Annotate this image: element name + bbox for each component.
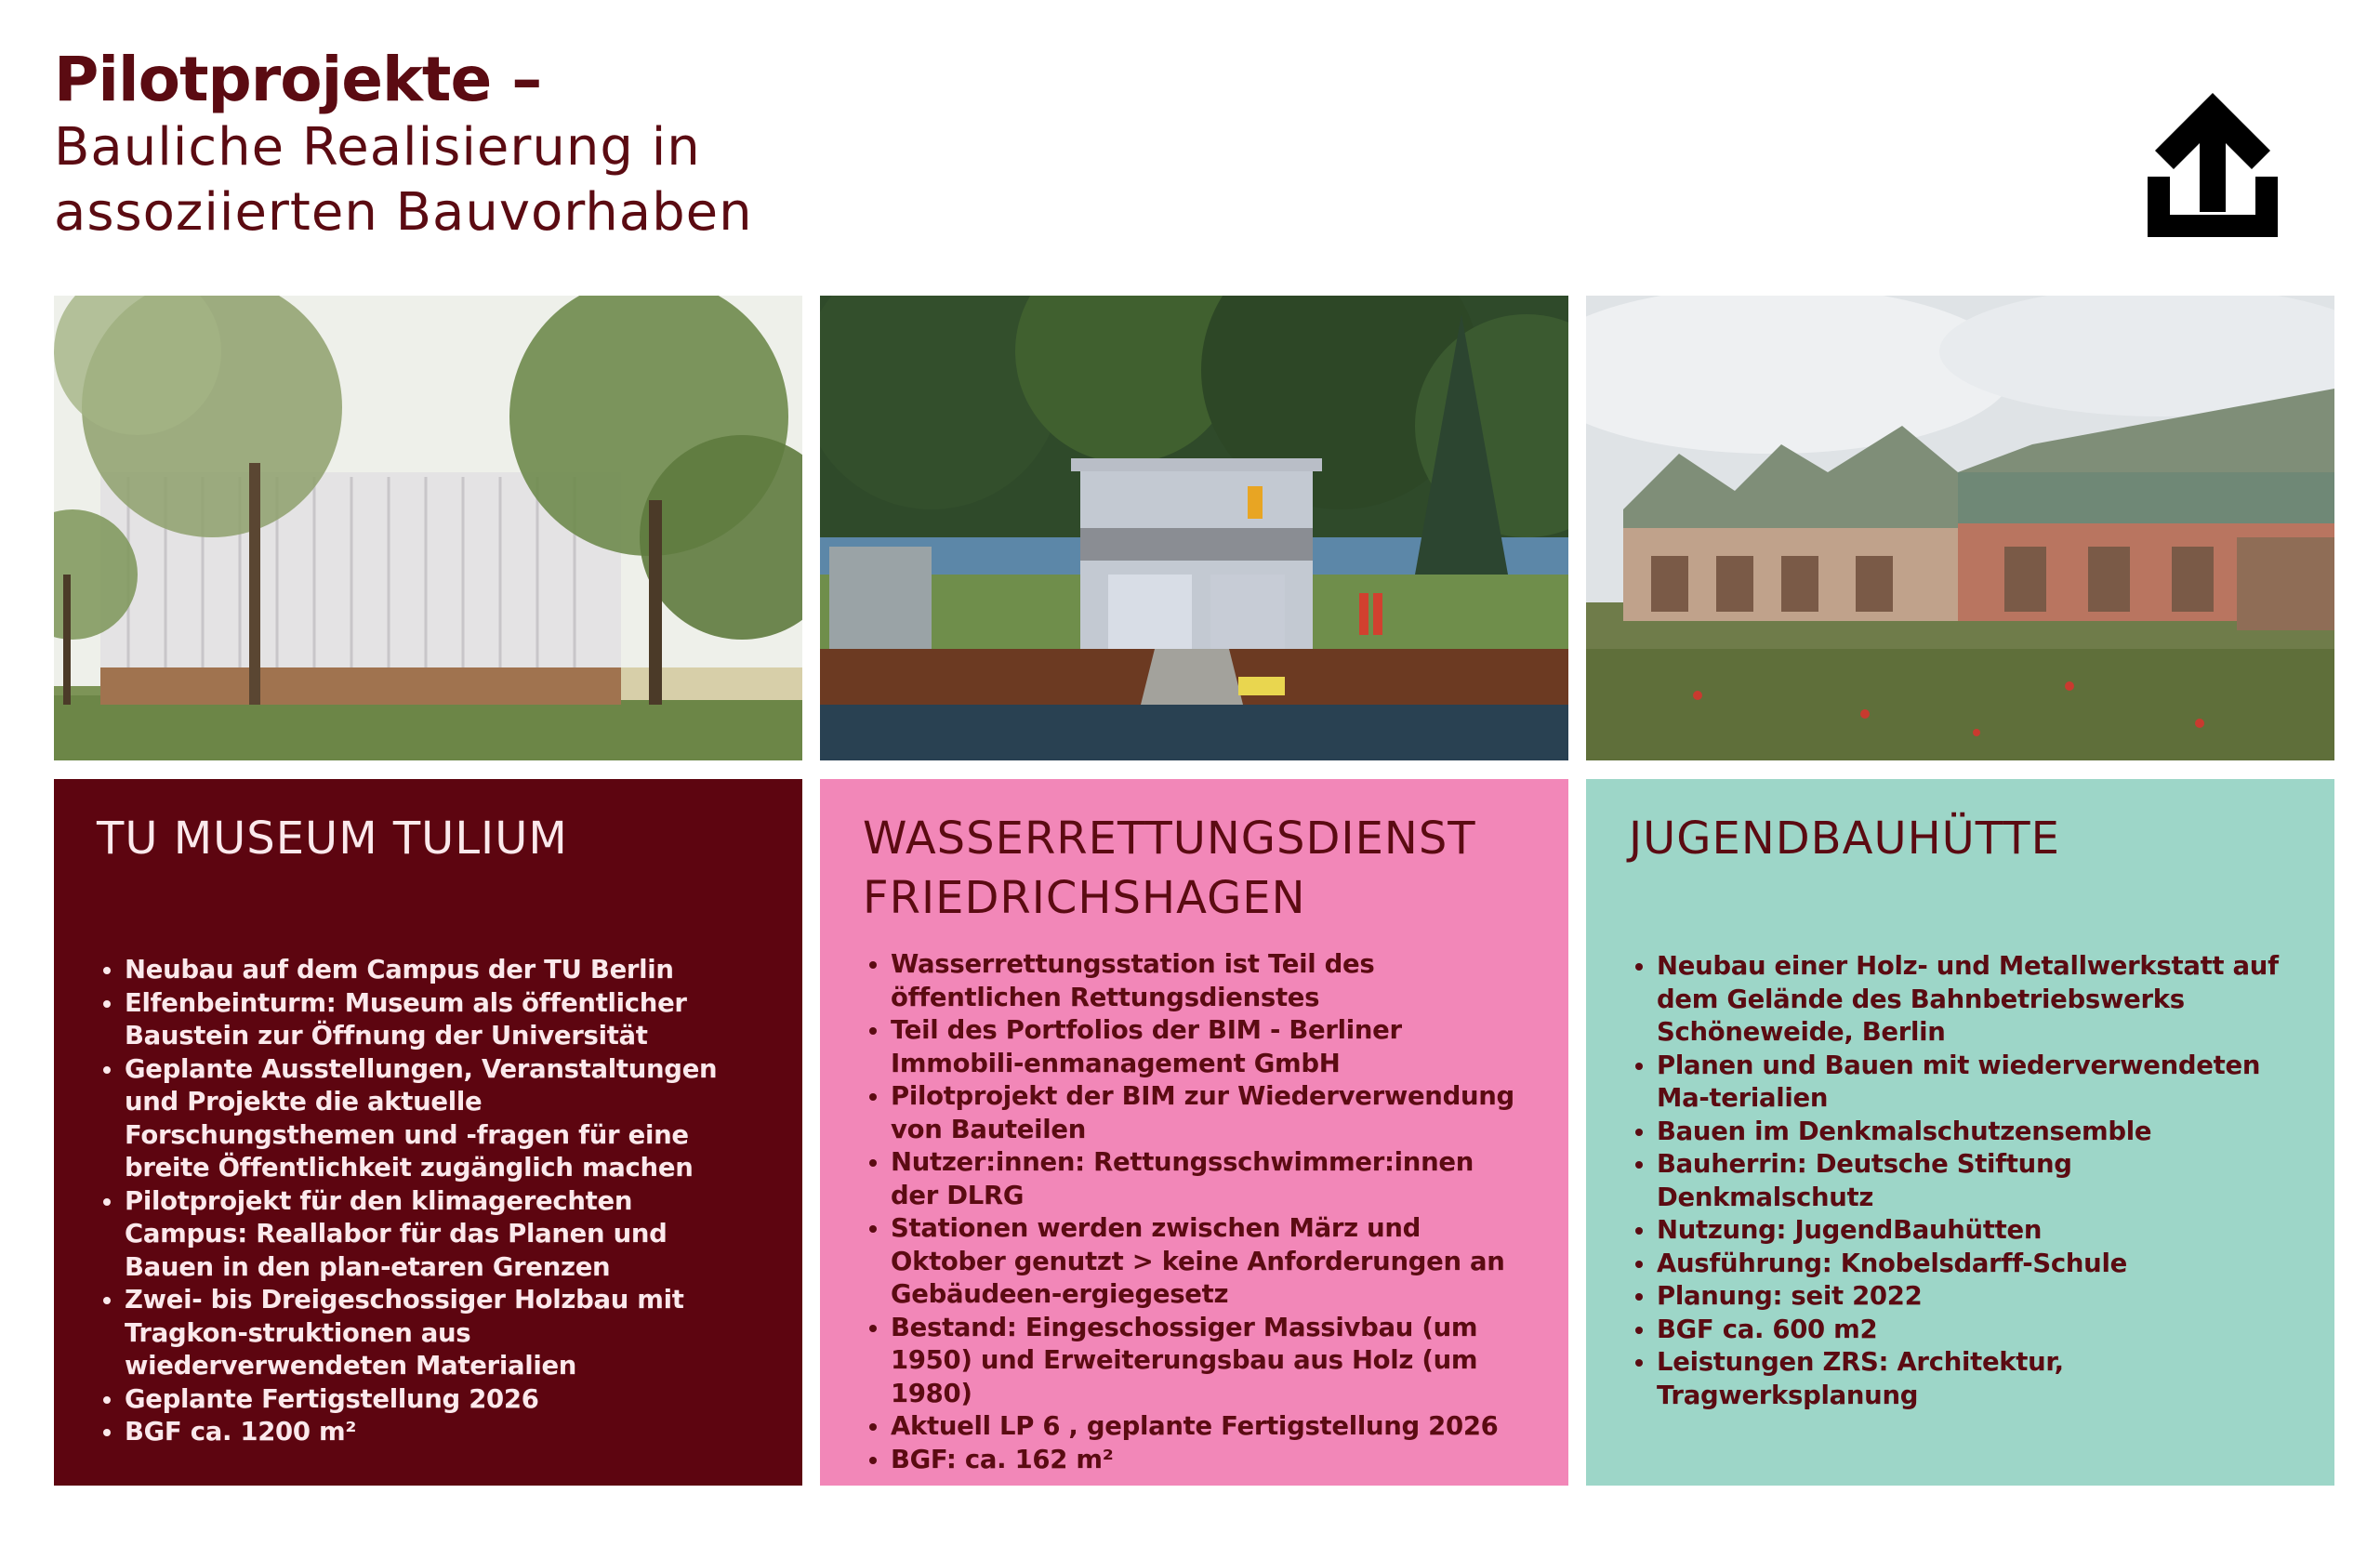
photo-wasserrettungsdienst (820, 296, 1568, 760)
page-title: Pilotprojekte – (54, 44, 542, 115)
list-item: • BGF ca. 1200 m² (125, 1416, 760, 1449)
list-item: • Planung: seit 2022 (1657, 1280, 2292, 1314)
list-item: • Pilotprojekt für den klimagerechten Campus: Reallabor für das Planen und Bauen in den plan-etaren Grenzen (125, 1185, 760, 1285)
project-title: WASSERRETTUNGSDIENST FRIEDRICHSHAGEN (863, 813, 1476, 924)
page-subtitle-line-2: assoziierten Bauvorhaben (54, 182, 753, 243)
project-card-tu-museum (54, 779, 802, 1486)
list-item: • Elfenbeinturm: Museum als öffentlicher Baustein zur Öffnung der Universität (125, 987, 760, 1053)
list-item: • Nutzung: JugendBauhütten (1657, 1214, 2292, 1248)
page-header (54, 45, 753, 245)
list-item: • Leistungen ZRS: Architektur, Tragwerksplanung (1657, 1346, 2292, 1412)
project-card-jugendbauhuette (1586, 779, 2334, 1486)
list-item: • Neubau auf dem Campus der TU Berlin (125, 954, 760, 987)
list-item: • BGF ca. 600 m2 (1657, 1314, 2292, 1347)
list-item: • Nutzer:innen: Rettungsschwimmer:innen der DLRG (891, 1146, 1526, 1212)
list-item: • Planen und Bauen mit wiederverwendeten Ma-terialien (1657, 1050, 2292, 1116)
list-item: • Ausführung: Knobelsdarff-Schule (1657, 1248, 2292, 1281)
photo-tu-museum (54, 296, 802, 760)
list-item: • Teil des Portfolios der BIM - Berliner Immobili-enmanagement GmbH (891, 1014, 1526, 1080)
photo-jugendbauhuette (1586, 296, 2334, 760)
project-bullet-list (1629, 950, 2292, 1412)
project-title: TU MUSEUM TULIUM (97, 813, 568, 865)
list-item: • Geplante Ausstellungen, Veranstaltungen und Projekte die aktuelle Forschungsthemen und -fragen für eine breite Öffentlichkeit zugänglich machen (125, 1053, 760, 1185)
list-item: • Bestand: Eingeschossiger Massivbau (um 1950) und Erweiterungsbau aus Holz (um 1980) (891, 1312, 1526, 1411)
project-card-wasserrettungsdienst (820, 779, 1568, 1486)
list-item: • Stationen werden zwischen März und Oktober genutzt > keine Anforderungen an Gebäudeen-ergiegesetz (891, 1212, 1526, 1312)
list-item: • Pilotprojekt der BIM zur Wiederverwendung von Bauteilen (891, 1080, 1526, 1146)
project-bullet-list (863, 948, 1526, 1476)
list-item: • Zwei- bis Dreigeschossiger Holzbau mit Tragkon-struktionen aus wiederverwendeten Materialien (125, 1284, 760, 1383)
list-item: • Geplante Fertigstellung 2026 (125, 1383, 760, 1417)
upload-arrow-icon[interactable] (2148, 93, 2278, 237)
list-item: • Neubau einer Holz- und Metallwerkstatt auf dem Gelände des Bahnbetriebswerks Schöneweide, Berlin (1657, 950, 2292, 1050)
list-item: • BGF: ca. 162 m² (891, 1444, 1526, 1477)
list-item: • Wasserrettungsstation ist Teil des öffentlichen Rettungsdienstes (891, 948, 1526, 1014)
page-subtitle-line-1: Bauliche Realisierung in (54, 117, 701, 178)
list-item: • Bauherrin: Deutsche Stiftung Denkmalschutz (1657, 1148, 2292, 1214)
project-bullet-list (97, 954, 760, 1449)
list-item: • Bauen im Denkmalschutzensemble (1657, 1116, 2292, 1149)
list-item: • Aktuell LP 6 , geplante Fertigstellung 2026 (891, 1410, 1526, 1444)
project-title: JUGENDBAUHÜTTE (1629, 813, 2060, 865)
